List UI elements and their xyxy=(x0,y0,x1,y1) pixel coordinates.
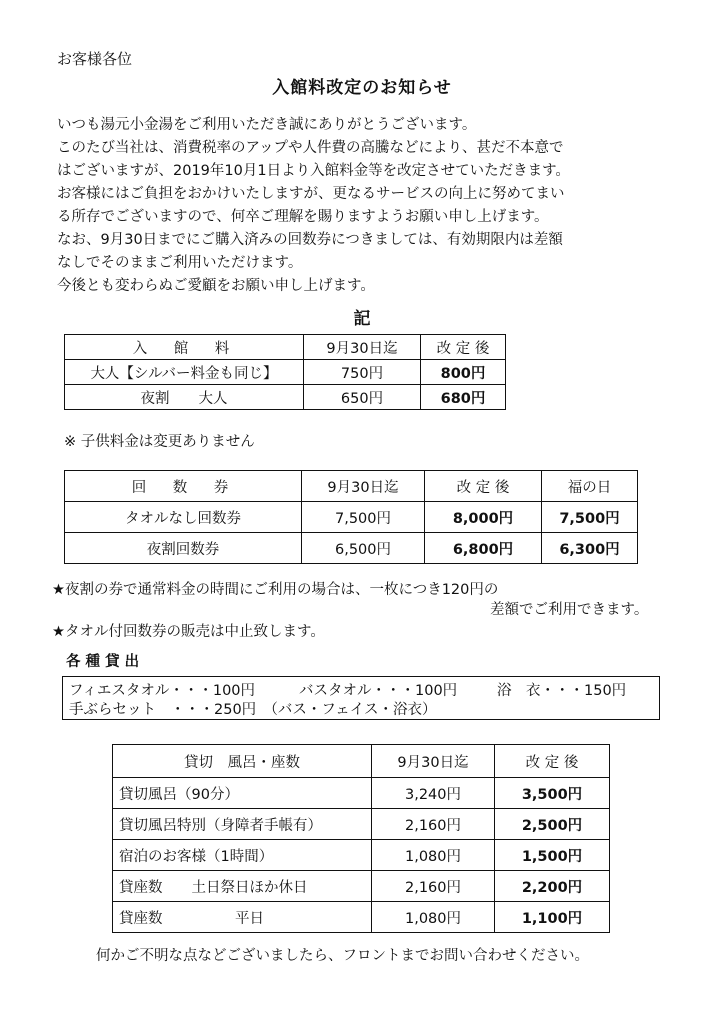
table-header: 改 定 後 xyxy=(495,745,610,778)
table-cell: 650円 xyxy=(304,385,421,410)
table-cell: 夜割回数券 xyxy=(65,533,302,564)
table-row xyxy=(113,778,610,809)
table-header: 福の日 xyxy=(542,471,638,502)
table-cell: 8,000円 xyxy=(425,502,542,533)
table-header: 9月30日迄 xyxy=(302,471,425,502)
table-cell: 貸切風呂（90分） xyxy=(113,778,372,809)
table-cell: 1,100円 xyxy=(495,902,610,933)
intro-line: お客様にはご負担をおかけいたしますが、更なるサービスの向上に努めてまい xyxy=(57,186,565,202)
page-title: 入館料改定のお知らせ xyxy=(272,78,452,98)
table-cell: 680円 xyxy=(421,385,506,410)
table-row xyxy=(65,502,638,533)
table-cell: 貸座数 土日祭日ほか休日 xyxy=(113,871,372,902)
table-cell: 宿泊のお客様（1時間） xyxy=(113,840,372,871)
table-row xyxy=(113,840,610,871)
tickets-table xyxy=(64,470,638,564)
table-header: 改 定 後 xyxy=(421,335,506,360)
table-cell: 7,500円 xyxy=(542,502,638,533)
admission-table xyxy=(64,334,506,410)
intro-line: いつも湯元小金湯をご利用いただき誠にありがとうございます。 xyxy=(57,117,477,133)
table-cell: 6,800円 xyxy=(425,533,542,564)
rentals-heading: 各 種 貸 出 xyxy=(66,654,140,670)
night-ticket-note: ★夜割の券で通常料金の時間にご利用の場合は、一枚につき120円の xyxy=(52,582,499,598)
table-row xyxy=(65,360,506,385)
table-row xyxy=(65,533,638,564)
intro-line: なしでそのままご利用いただけます。 xyxy=(57,255,303,271)
table-cell: 6,300円 xyxy=(542,533,638,564)
table-cell: 2,500円 xyxy=(495,809,610,840)
table-cell: 大人【シルバー料金も同じ】 xyxy=(65,360,304,385)
table-header-row xyxy=(65,471,638,502)
table-cell: 6,500円 xyxy=(302,533,425,564)
private-table xyxy=(112,744,610,933)
table-cell: 1,080円 xyxy=(372,840,495,871)
table-cell: 1,080円 xyxy=(372,902,495,933)
yukata-rental: 浴 衣・・・150円 xyxy=(497,683,627,699)
table-header: 改 定 後 xyxy=(425,471,542,502)
table-header-row xyxy=(113,745,610,778)
table-cell: 1,500円 xyxy=(495,840,610,871)
table-header: 回 数 券 xyxy=(65,471,302,502)
table-cell: 夜割 大人 xyxy=(65,385,304,410)
table-cell: 2,160円 xyxy=(372,809,495,840)
salutation: お客様各位 xyxy=(57,50,133,68)
child-note: ※ 子供料金は変更ありません xyxy=(64,434,255,450)
table-row xyxy=(113,871,610,902)
face-towel-rental: フィエスタオル・・・100円 xyxy=(69,683,256,699)
table-header: 貸切 風呂・座数 xyxy=(113,745,372,778)
table-header-row xyxy=(65,335,506,360)
table-cell: 3,240円 xyxy=(372,778,495,809)
table-row xyxy=(65,385,506,410)
bath-towel-rental: バスタオル・・・100円 xyxy=(299,683,458,699)
table-cell: 2,160円 xyxy=(372,871,495,902)
table-cell: 貸座数 平日 xyxy=(113,902,372,933)
intro-line: はございますが、2019年10月1日より入館料金等を改定させていただきます。 xyxy=(57,163,570,179)
table-header: 入 館 料 xyxy=(65,335,304,360)
ki-heading: 記 xyxy=(353,309,371,329)
table-header: 9月30日迄 xyxy=(304,335,421,360)
table-cell: 7,500円 xyxy=(302,502,425,533)
towel-ticket-note: ★タオル付回数券の販売は中止致します。 xyxy=(52,624,325,640)
table-cell: 3,500円 xyxy=(495,778,610,809)
table-row xyxy=(113,809,610,840)
table-cell: 貸切風呂特別（身障者手帳有） xyxy=(113,809,372,840)
footer-note: 何かご不明な点などございましたら、フロントまでお問い合わせください。 xyxy=(96,948,589,964)
table-cell: 2,200円 xyxy=(495,871,610,902)
intro-line: なお、9月30日までにご購入済みの回数券につきましては、有効期限内は差額 xyxy=(57,232,563,248)
intro-line: る所存でございますので、何卒ご理解を賜りますようお願い申し上げます。 xyxy=(57,209,549,225)
table-cell: 800円 xyxy=(421,360,506,385)
table-cell: 750円 xyxy=(304,360,421,385)
intro-paragraph xyxy=(57,114,570,298)
set-rental: 手ぶらセット ・・・250円 （バス・フェイス・浴衣） xyxy=(69,702,437,718)
table-row xyxy=(113,902,610,933)
intro-line: このたび当社は、消費税率のアップや人件費の高騰などにより、甚だ不本意で xyxy=(57,140,564,156)
rentals-box xyxy=(62,676,660,720)
table-cell: タオルなし回数券 xyxy=(65,502,302,533)
night-ticket-note-cont: 差額でご利用できます。 xyxy=(490,602,649,618)
intro-line: 今後とも変わらぬご愛顧をお願い申し上げます。 xyxy=(57,278,375,294)
table-header: 9月30日迄 xyxy=(372,745,495,778)
